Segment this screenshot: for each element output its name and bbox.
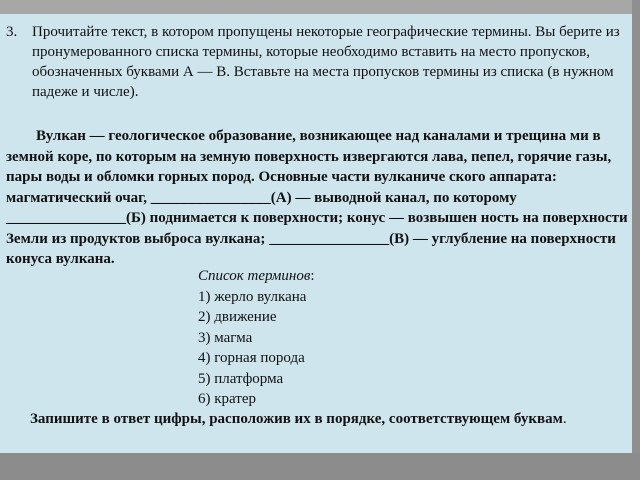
term-item: 1) жерло вулкана xyxy=(198,288,307,305)
final-instruction-text: Запишите в ответ цифры, расположив их в порядке, соответствующем буквам xyxy=(30,411,563,427)
term-item: 3) магма xyxy=(198,329,253,346)
question-number: 3. xyxy=(6,24,18,40)
term-item: 2) движение xyxy=(198,309,277,325)
terms-heading-colon: : xyxy=(310,268,315,284)
passage-text: Вулкан — геологическое образование, возникающее над каналами и трещина ми в земной коре, по которым на земную поверхность извергаются лава, пепел, горячие газы, пары воды и обломки горных пород. Основные части вулканиче ского аппарата: магматический очаг, ________________(А) — выводной канал, по которому ________________(Б) поднимается к поверхности; конус — возвышен ность на поверхности Земли из продуктов выброса вулкана; ________________(В) — углубление на поверхности конуса вулкана. xyxy=(6,128,628,267)
terms-list xyxy=(198,266,498,410)
term-item: 6) кратер xyxy=(198,391,257,407)
terms-heading: Список терминов xyxy=(198,268,311,284)
final-instruction-period: . xyxy=(562,411,567,427)
bottom-border xyxy=(0,453,640,480)
top-border xyxy=(0,0,640,14)
question-instruction: Прочитайте текст, в котором пропущены некоторые географические термины. Вы берите из пронумерованного списка термины, которые необходимо вставить на место пропусков, обозначенных буквами А — В. Вставьте на места пропусков термины из списка (в нужном падеже и числе). xyxy=(32,24,620,100)
final-instruction xyxy=(6,409,626,430)
question-block xyxy=(6,22,626,102)
terms-heading-line xyxy=(198,266,498,287)
term-item: 4) горная порода xyxy=(198,350,305,366)
term-item: 5) платформа xyxy=(198,370,284,387)
passage-block xyxy=(6,126,634,270)
